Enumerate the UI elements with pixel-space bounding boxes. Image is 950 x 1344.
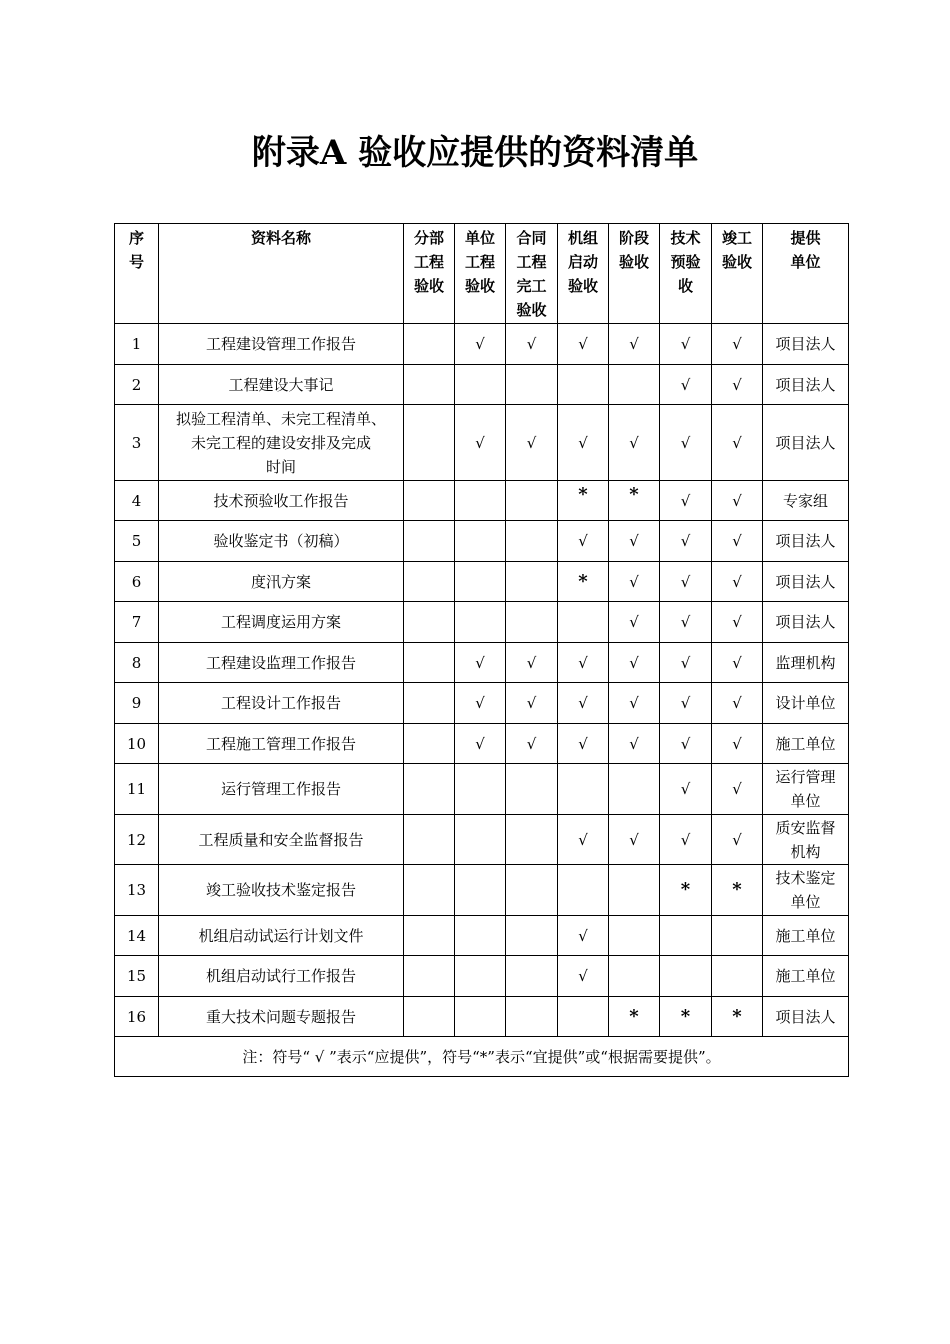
provider-unit	[763, 365, 849, 405]
provider-unit	[763, 683, 849, 724]
document-name-line: 竣工验收技术鉴定报告	[205, 881, 356, 899]
provider-unit-line: 技术鉴定	[775, 869, 836, 887]
empty-mark	[506, 997, 558, 1037]
asterisk-mark: *	[609, 481, 660, 521]
empty-mark	[455, 481, 506, 521]
check-mark: √	[660, 324, 712, 365]
provider-unit	[763, 916, 849, 956]
empty-mark	[455, 916, 506, 956]
asterisk-mark: *	[558, 562, 609, 602]
check-mark: √	[712, 365, 763, 405]
header-stage-2-line: 完工	[516, 277, 547, 295]
empty-mark	[404, 562, 455, 602]
table-row	[115, 562, 849, 602]
document-name-line: 工程质量和安全监督报告	[198, 830, 364, 849]
document-name-line: 重大技术问题专题报告	[205, 1007, 356, 1026]
provider-unit-line: 项目法人	[775, 335, 836, 353]
header-stage-5-line: 预验	[670, 253, 701, 271]
empty-mark	[609, 764, 660, 815]
row-number: 6	[115, 562, 159, 602]
empty-mark	[404, 683, 455, 724]
provider-unit-line: 机构	[790, 842, 821, 861]
document-name-line: 工程施工管理工作报告	[205, 734, 356, 753]
table-row	[115, 956, 849, 997]
empty-mark	[404, 643, 455, 683]
header-stage-5-line: 收	[677, 277, 693, 295]
header-stage-3-line: 验收	[567, 277, 598, 295]
table-row	[115, 405, 849, 481]
document-name-line: 工程调度运用方案	[220, 613, 341, 631]
empty-mark	[404, 365, 455, 405]
provider-unit	[763, 956, 849, 997]
document-name-line: 度汛方案	[250, 572, 311, 591]
empty-mark	[404, 764, 455, 815]
empty-mark	[455, 521, 506, 562]
empty-mark	[558, 602, 609, 643]
header-stage-1-line: 工程	[464, 253, 495, 271]
table-row	[115, 481, 849, 521]
check-mark: √	[506, 324, 558, 365]
header-stage-1-line: 单位	[464, 229, 495, 247]
empty-mark	[455, 602, 506, 643]
document-name	[159, 365, 404, 405]
asterisk-mark: *	[712, 865, 763, 916]
document-name	[159, 916, 404, 956]
document-name	[159, 481, 404, 521]
empty-mark	[660, 956, 712, 997]
empty-mark	[404, 956, 455, 997]
check-mark: √	[712, 405, 763, 481]
provider-unit-line: 项目法人	[775, 1007, 836, 1026]
provider-unit	[763, 724, 849, 764]
empty-mark	[455, 956, 506, 997]
check-mark: √	[609, 643, 660, 683]
document-name	[159, 865, 404, 916]
empty-mark	[506, 764, 558, 815]
row-number: 11	[115, 764, 159, 815]
empty-mark	[455, 815, 506, 865]
row-number: 15	[115, 956, 159, 997]
check-mark: √	[712, 683, 763, 724]
provider-unit-line: 施工单位	[775, 734, 836, 753]
table-row	[115, 724, 849, 764]
header-provider-line: 提供	[790, 229, 821, 247]
check-mark: √	[609, 724, 660, 764]
document-name	[159, 764, 404, 815]
empty-mark	[506, 562, 558, 602]
document-name	[159, 521, 404, 562]
empty-mark	[404, 521, 455, 562]
header-stage-2	[506, 224, 558, 324]
check-mark: √	[660, 365, 712, 405]
provider-unit	[763, 997, 849, 1037]
empty-mark	[506, 815, 558, 865]
row-number: 8	[115, 643, 159, 683]
row-number: 3	[115, 405, 159, 481]
header-stage-6-line: 验收	[721, 253, 752, 271]
check-mark: √	[660, 602, 712, 643]
header-stage-2-line: 工程	[516, 253, 547, 271]
document-name	[159, 405, 404, 481]
check-mark: √	[712, 815, 763, 865]
empty-mark	[712, 956, 763, 997]
row-number: 2	[115, 365, 159, 405]
provider-unit-line: 项目法人	[775, 572, 836, 591]
check-mark: √	[660, 481, 712, 521]
empty-mark	[404, 324, 455, 365]
check-mark: √	[455, 405, 506, 481]
check-mark: √	[660, 683, 712, 724]
check-mark: √	[609, 405, 660, 481]
empty-mark	[455, 865, 506, 916]
check-mark: √	[712, 643, 763, 683]
document-name-line: 工程建设管理工作报告	[205, 335, 356, 353]
document-name	[159, 643, 404, 683]
empty-mark	[404, 916, 455, 956]
asterisk-mark: *	[712, 997, 763, 1037]
header-stage-6	[712, 224, 763, 324]
provider-unit-line: 单位	[790, 792, 821, 810]
check-mark: √	[506, 724, 558, 764]
header-stage-3-line: 机组	[567, 229, 598, 247]
empty-mark	[404, 865, 455, 916]
check-mark: √	[660, 521, 712, 562]
document-name-line: 未完工程的建设安排及完成	[190, 433, 371, 452]
provider-unit	[763, 521, 849, 562]
provider-unit-line: 设计单位	[775, 694, 836, 712]
empty-mark	[455, 764, 506, 815]
header-stage-1-line: 验收	[464, 277, 495, 295]
check-mark: √	[609, 683, 660, 724]
check-mark: √	[558, 521, 609, 562]
row-number: 5	[115, 521, 159, 562]
check-mark: √	[609, 815, 660, 865]
document-name-line: 工程设计工作报告	[220, 694, 341, 712]
provider-unit-line: 施工单位	[775, 926, 836, 945]
table-row	[115, 815, 849, 865]
provider-unit-line: 项目法人	[775, 433, 836, 452]
check-mark: √	[558, 815, 609, 865]
empty-mark	[712, 916, 763, 956]
provider-unit-line: 单位	[790, 893, 821, 911]
check-mark: √	[558, 683, 609, 724]
header-stage-2-line: 验收	[516, 301, 547, 319]
table-row	[115, 764, 849, 815]
header-stage-2-line: 合同	[516, 229, 547, 247]
check-mark: √	[455, 324, 506, 365]
provider-unit-line: 质安监督	[775, 818, 836, 837]
empty-mark	[506, 916, 558, 956]
empty-mark	[609, 956, 660, 997]
provider-unit-line: 项目法人	[775, 532, 836, 550]
check-mark: √	[609, 602, 660, 643]
empty-mark	[609, 916, 660, 956]
empty-mark	[506, 365, 558, 405]
empty-mark	[506, 521, 558, 562]
check-mark: √	[609, 562, 660, 602]
header-stage-0-line: 工程	[413, 253, 444, 271]
check-mark: √	[506, 643, 558, 683]
check-mark: √	[455, 643, 506, 683]
provider-unit	[763, 602, 849, 643]
document-name	[159, 997, 404, 1037]
check-mark: √	[712, 324, 763, 365]
check-mark: √	[660, 405, 712, 481]
empty-mark	[506, 481, 558, 521]
provider-unit-line: 项目法人	[775, 375, 836, 394]
header-stage-0	[404, 224, 455, 324]
check-mark: √	[660, 764, 712, 815]
provider-unit-line: 监理机构	[775, 653, 836, 672]
document-name	[159, 562, 404, 602]
check-mark: √	[660, 643, 712, 683]
check-mark: √	[558, 643, 609, 683]
table-row	[115, 865, 849, 916]
empty-mark	[506, 956, 558, 997]
check-mark: √	[712, 481, 763, 521]
empty-mark	[558, 865, 609, 916]
row-number: 7	[115, 602, 159, 643]
provider-unit	[763, 324, 849, 365]
check-mark: √	[455, 724, 506, 764]
asterisk-mark: *	[660, 997, 712, 1037]
check-mark: √	[660, 562, 712, 602]
empty-mark	[558, 764, 609, 815]
check-mark: √	[712, 764, 763, 815]
empty-mark	[506, 602, 558, 643]
document-name-line: 技术预验收工作报告	[213, 491, 349, 510]
header-stage-5-line: 技术	[670, 229, 701, 247]
table-row	[115, 683, 849, 724]
header-name: 资料名称	[159, 224, 404, 324]
document-name-line: 工程建设大事记	[228, 375, 334, 394]
header-stage-4-line: 验收	[618, 253, 649, 271]
asterisk-mark: *	[609, 997, 660, 1037]
asterisk-mark: *	[558, 481, 609, 521]
document-name-line: 机组启动试运行计划文件	[198, 926, 364, 945]
header-stage-4	[609, 224, 660, 324]
table-row	[115, 365, 849, 405]
document-name	[159, 324, 404, 365]
provider-unit-line: 施工单位	[775, 967, 836, 985]
provider-unit	[763, 481, 849, 521]
document-name	[159, 683, 404, 724]
check-mark: √	[558, 324, 609, 365]
empty-mark	[404, 481, 455, 521]
document-name	[159, 602, 404, 643]
header-seq	[115, 224, 159, 324]
table-note: 注：符号“ √ ”表示“应提供”，符号“*”表示“宜提供”或“根据需要提供”。	[115, 1037, 849, 1077]
document-name	[159, 815, 404, 865]
empty-mark	[404, 815, 455, 865]
empty-mark	[660, 916, 712, 956]
empty-mark	[609, 365, 660, 405]
empty-mark	[455, 365, 506, 405]
row-number: 16	[115, 997, 159, 1037]
row-number: 1	[115, 324, 159, 365]
provider-unit	[763, 405, 849, 481]
header-stage-0-line: 分部	[413, 229, 444, 247]
empty-mark	[404, 724, 455, 764]
row-number: 13	[115, 865, 159, 916]
provider-unit	[763, 643, 849, 683]
provider-unit	[763, 865, 849, 916]
provider-unit-line: 项目法人	[775, 613, 836, 631]
empty-mark	[609, 865, 660, 916]
check-mark: √	[712, 724, 763, 764]
header-seq-line: 序	[128, 229, 144, 247]
check-mark: √	[712, 562, 763, 602]
check-mark: √	[712, 521, 763, 562]
row-number: 4	[115, 481, 159, 521]
header-provider	[763, 224, 849, 324]
table-row	[115, 324, 849, 365]
check-mark: √	[455, 683, 506, 724]
row-number: 14	[115, 916, 159, 956]
row-number: 9	[115, 683, 159, 724]
provider-unit	[763, 815, 849, 865]
table-row	[115, 916, 849, 956]
check-mark: √	[506, 683, 558, 724]
row-number: 10	[115, 724, 159, 764]
header-stage-5	[660, 224, 712, 324]
document-name-line: 验收鉴定书（初稿）	[213, 532, 349, 550]
header-stage-4-line: 阶段	[618, 229, 649, 247]
document-name	[159, 724, 404, 764]
table-header-row	[115, 224, 849, 324]
empty-mark	[404, 602, 455, 643]
document-list-table	[114, 223, 849, 1077]
row-number: 12	[115, 815, 159, 865]
check-mark: √	[558, 724, 609, 764]
header-provider-line: 单位	[790, 253, 821, 271]
provider-unit	[763, 764, 849, 815]
table-row	[115, 997, 849, 1037]
check-mark: √	[609, 521, 660, 562]
page-title: 附录A 验收应提供的资料清单	[251, 133, 699, 173]
table-row	[115, 643, 849, 683]
empty-mark	[506, 865, 558, 916]
header-seq-line: 号	[128, 253, 144, 271]
asterisk-mark: *	[660, 865, 712, 916]
provider-unit-line: 运行管理	[775, 768, 836, 786]
provider-unit	[763, 562, 849, 602]
check-mark: √	[558, 916, 609, 956]
table-row	[115, 602, 849, 643]
check-mark: √	[609, 324, 660, 365]
document-name-line: 机组启动试行工作报告	[205, 967, 356, 985]
table-row	[115, 521, 849, 562]
check-mark: √	[660, 815, 712, 865]
document-name-line: 时间	[265, 457, 296, 476]
header-stage-3-line: 启动	[567, 253, 598, 271]
empty-mark	[404, 405, 455, 481]
header-stage-3	[558, 224, 609, 324]
empty-mark	[455, 562, 506, 602]
check-mark: √	[660, 724, 712, 764]
check-mark: √	[558, 956, 609, 997]
note-row	[115, 1037, 849, 1077]
document-name-line: 运行管理工作报告	[220, 780, 341, 798]
document-name	[159, 956, 404, 997]
empty-mark	[558, 997, 609, 1037]
empty-mark	[404, 997, 455, 1037]
header-stage-1	[455, 224, 506, 324]
check-mark: √	[712, 602, 763, 643]
header-stage-0-line: 验收	[413, 277, 444, 295]
empty-mark	[455, 997, 506, 1037]
provider-unit-line: 专家组	[782, 491, 828, 510]
document-name-line: 工程建设监理工作报告	[205, 653, 356, 672]
document-name-line: 拟验工程清单、未完工程清单、	[175, 409, 386, 428]
header-stage-6-line: 竣工	[721, 229, 752, 247]
check-mark: √	[506, 405, 558, 481]
check-mark: √	[558, 405, 609, 481]
empty-mark	[558, 365, 609, 405]
